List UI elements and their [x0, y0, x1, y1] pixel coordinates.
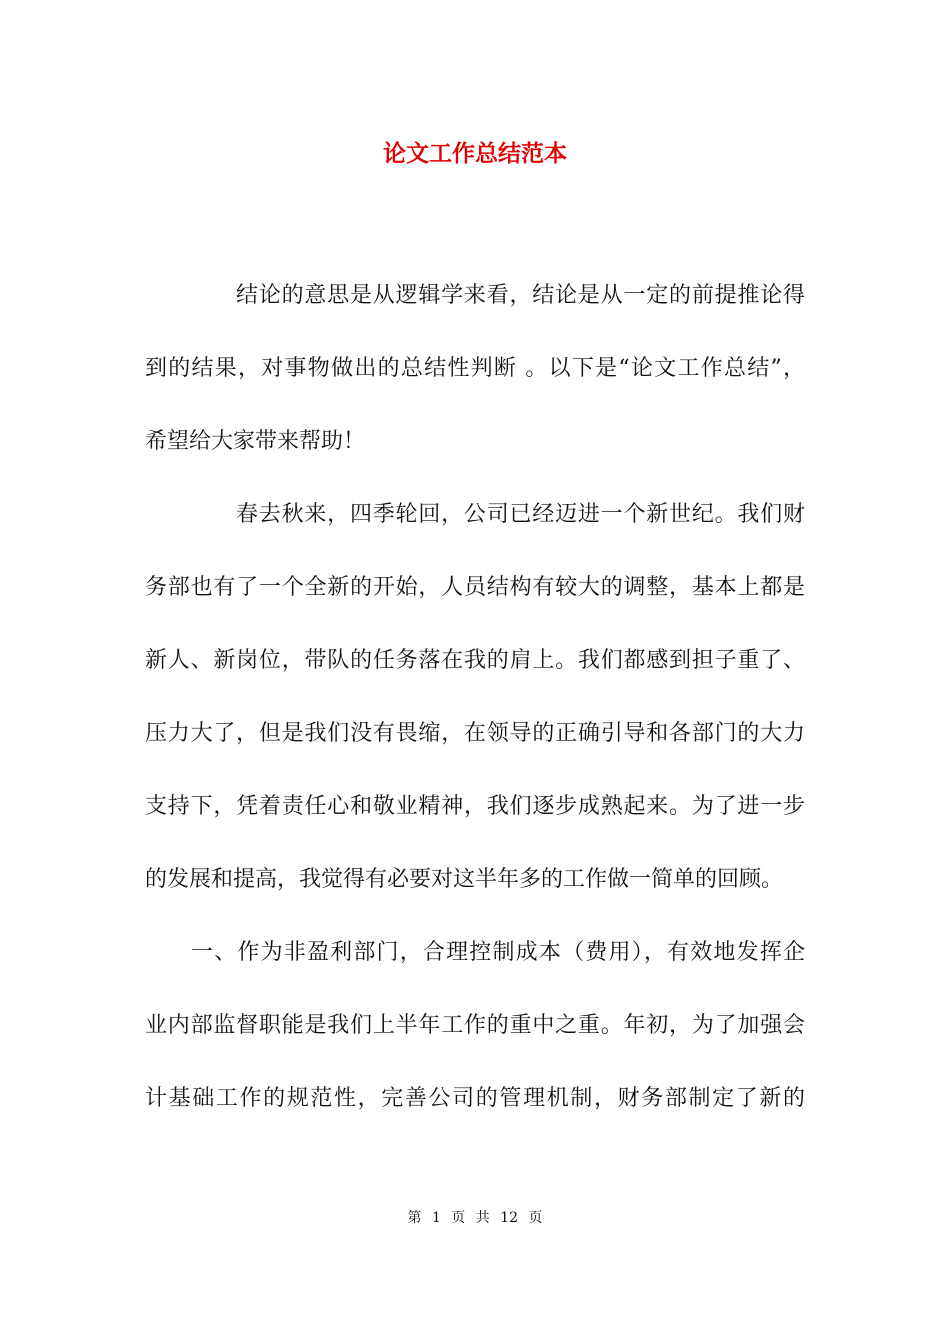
body-line-1: 结论的意思是从逻辑学来看，结论是从一定的前提推论得	[236, 283, 805, 308]
body-line-9: 的发展和提高，我觉得有必要对这半年多的工作做一简单的回顾。	[145, 867, 784, 892]
body-line-8: 支持下，凭着责任心和敬业精神，我们逐步成熟起来。为了进一步	[145, 794, 805, 819]
document-title: 论文工作总结范本	[383, 141, 567, 167]
body-line-6: 新人、新岗位，带队的任务落在我的肩上。我们都感到担子重了、	[145, 648, 805, 673]
body-line-4: 春去秋来，四季轮回，公司已经迈进一个新世纪。我们财	[236, 502, 805, 527]
body-line-7: 压力大了，但是我们没有畏缩，在领导的正确引导和各部门的大力	[145, 721, 805, 746]
body-line-3: 希望给大家带来帮助！	[145, 429, 366, 454]
body-line-12: 计基础工作的规范性，完善公司的管理机制，财务部制定了新的	[145, 1086, 805, 1111]
body-line-5: 务部也有了一个全新的开始，人员结构有较大的调整，基本上都是	[145, 575, 805, 600]
page-number-footer: 第 1 页 共 12 页	[407, 1210, 543, 1226]
body-line-10: 一、作为非盈利部门，合理控制成本（费用），有效地发挥企	[191, 940, 805, 965]
body-line-11: 业内部监督职能是我们上半年工作的重中之重。年初，为了加强会	[145, 1013, 805, 1038]
body-line-2: 到的结果，对事物做出的总结性判断 。以下是“论文工作总结”，	[145, 356, 805, 381]
